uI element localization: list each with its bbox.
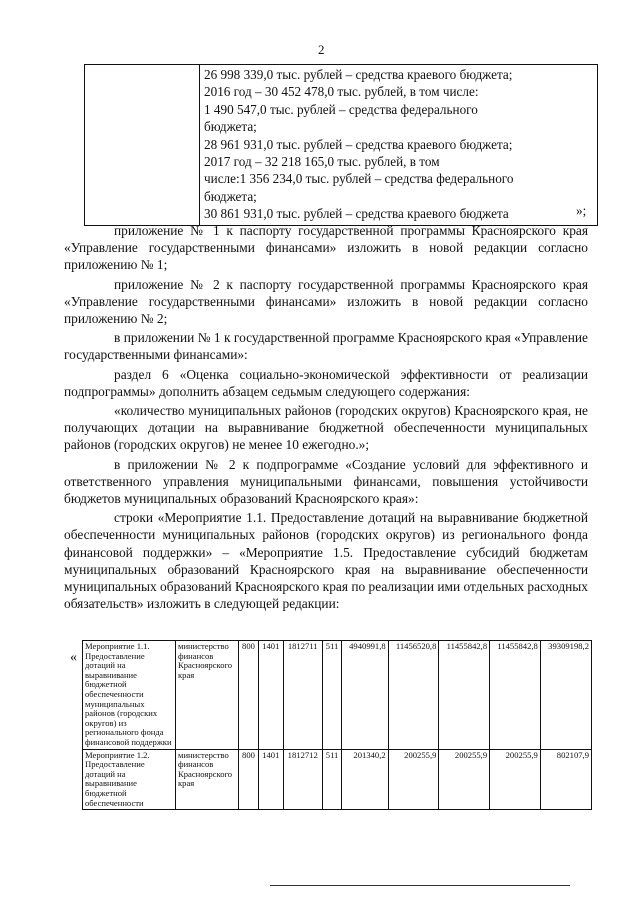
value-total: 39309198,2 [540, 641, 591, 750]
value-total: 802107,9 [540, 749, 591, 810]
value-2014: 201340,2 [342, 749, 388, 810]
paragraph: в приложении № 2 к подпрограмме «Создание условий для эффективного и ответственного управления муниципальными финансами, повышения устойчивости бюджетов муниципальных образований Красноярского края»: [64, 456, 588, 507]
page-number: 2 [318, 42, 325, 57]
funding-line: 26 998 339,0 тыс. рублей – средства краевого бюджета; [204, 67, 513, 82]
bottom-divider [270, 885, 570, 886]
vr-code: 511 [322, 641, 342, 750]
passport-table-label-cell [85, 65, 200, 226]
funding-line: 2016 год – 30 452 478,0 тыс. рублей, в том числе: [204, 84, 479, 100]
funding-line: 1 490 547,0 тыс. рублей – средства федерального [204, 101, 478, 117]
paragraph: приложение № 1 к паспорту государственной программы Красноярского края «Управление государственными финансами» изложить в новой редакции согласно приложению № 1; [64, 223, 588, 273]
table-row [83, 641, 592, 750]
value-2016: 200255,9 [439, 749, 490, 810]
paragraph: приложение № 2 к паспорту государственной программы Красноярского края «Управление государственными финансами» изложить в новой редакции согласно приложению № 2; [64, 276, 588, 327]
vr-code: 511 [322, 749, 342, 810]
funding-line: бюджета; [204, 188, 257, 204]
closing-quote: »; [576, 203, 587, 218]
grbs-code: 800 [239, 641, 259, 750]
activity-name: Мероприятие 1.1. Предоставление дотаций на выравнивание бюджетной обеспеченности муниципальных районов (городских округов) из регионального фонда финансовой поддержки [83, 641, 176, 750]
csr-code: 1812712 [283, 749, 322, 810]
passport-table-value-cell [200, 65, 598, 226]
amendment-text [64, 222, 588, 614]
opening-quote: « [70, 650, 77, 665]
funding-line: 28 961 931,0 тыс. рублей – средства краевого бюджета; [204, 136, 513, 152]
activity-executor: министерство финансов Красноярского края [176, 641, 239, 750]
rzpr-code: 1401 [258, 641, 283, 750]
csr-code: 1812711 [283, 641, 322, 750]
funding-line: числе:1 356 234,0 тыс. рублей – средства федерального [204, 171, 514, 187]
activities-table [82, 640, 592, 810]
value-2015: 200255,9 [388, 749, 439, 810]
grbs-code: 800 [239, 749, 259, 810]
paragraph: строки «Мероприятие 1.1. Предоставление дотаций на выравнивание бюджетной обеспеченности муниципальных районов (городских округов) из регионального фонда финансовой поддержки» – «Мероприятие 1.5. Предоставление субсидий бюджетам муниципальных образований Красноярского края на выравнивание обеспеченности муниципальных образований Красноярского края по реализации ими отдельных расходных обязательств» изложить в следующей редакции: [64, 510, 589, 612]
value-2017: 200255,9 [490, 749, 541, 810]
funding-line: бюджета; [204, 119, 257, 135]
funding-line: 2017 год – 32 218 165,0 тыс. рублей, в том [204, 154, 440, 170]
value-2017: 11455842,8 [490, 641, 541, 750]
paragraph: «количество муниципальных районов (городских округов) Красноярского края, не получающих дотации на выравнивание бюджетной обеспеченности муниципальных районов (городских округов) не менее 10 ежегодно.»; [64, 403, 588, 453]
value-2015: 11456520,8 [388, 641, 439, 750]
table-row [83, 749, 592, 810]
activity-executor: министерство финансов Красноярского края [176, 749, 239, 810]
activity-name: Мероприятие 1.2. Предоставление дотаций на выравнивание бюджетной обеспеченности [83, 749, 176, 810]
rzpr-code: 1401 [258, 749, 283, 810]
funding-line: 30 861 931,0 тыс. рублей – средства краевого бюджета [204, 206, 509, 222]
value-2016: 11455842,8 [439, 641, 490, 750]
value-2014: 4940991,8 [342, 641, 388, 750]
passport-table [84, 64, 598, 226]
paragraph: раздел 6 «Оценка социально-экономической эффективности от реализации подпрограммы» дополнить абзацем седьмым следующего содержания: [64, 366, 588, 399]
paragraph: в приложении № 1 к государственной программе Красноярского края «Управление государственными финансами»: [64, 330, 588, 363]
